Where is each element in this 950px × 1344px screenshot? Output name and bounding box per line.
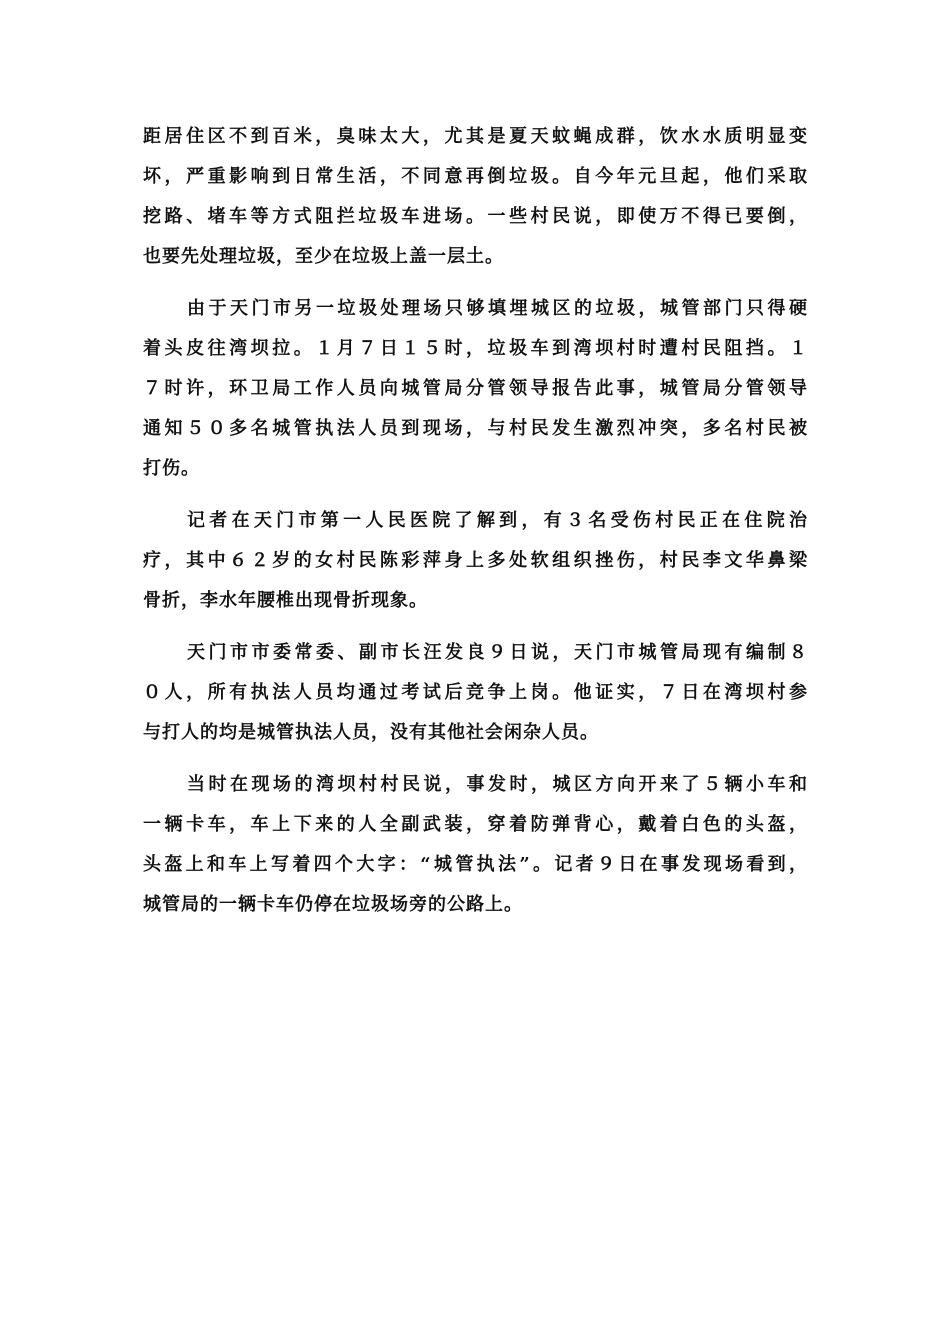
paragraph-2-line-5: 打伤。	[143, 458, 200, 479]
paragraph-1-line-4: 也要先处理垃圾，至少在垃圾上盖一层土。	[143, 246, 504, 267]
paragraph-3	[143, 501, 808, 621]
paragraph-1-line-2: 坏，严重影响到日常生活，不同意再倒垃圾。自今年元旦起，他们采取	[143, 166, 808, 187]
paragraph-2-line-3: ７时许，环卫局工作人员向城管局分管领导报告此事，城管局分管领导	[143, 378, 808, 399]
paragraph-2-line-4: 通知５０多名城管执法人员到现场，与村民发生激烈冲突，多名村民被	[143, 418, 808, 439]
paragraph-5-line-2: 一辆卡车，车上下来的人全副武装，穿着防弹背心，戴着白色的头盔，	[143, 814, 808, 835]
paragraph-3-line-2: 疗，其中６２岁的女村民陈彩萍身上多处软组织挫伤，村民李文华鼻梁	[143, 550, 808, 571]
paragraph-2-line-2: 着头皮往湾坝拉。１月７日１５时，垃圾车到湾坝村时遭村民阻挡。１	[143, 338, 808, 359]
article-body	[143, 117, 808, 925]
paragraph-3-line-3: 骨折，李水年腰椎出现骨折现象。	[143, 590, 428, 611]
paragraph-2	[143, 289, 808, 489]
paragraph-3-line-1: 记者在天门市第一人民医院了解到，有３名受伤村民正在住院治	[187, 510, 808, 531]
paragraph-5	[143, 765, 808, 925]
paragraph-4	[143, 633, 808, 753]
paragraph-5-line-4: 城管局的一辆卡车仍停在垃圾场旁的公路上。	[143, 894, 523, 915]
paragraph-5-line-1: 当时在现场的湾坝村村民说，事发时，城区方向开来了５辆小车和	[187, 774, 808, 795]
paragraph-1	[143, 117, 808, 277]
paragraph-4-line-2: ０人，所有执法人员均通过考试后竞争上岗。他证实，７日在湾坝村参	[143, 682, 808, 703]
paragraph-5-line-3: 头盔上和车上写着四个大字：“城管执法”。记者９日在事发现场看到，	[143, 854, 808, 875]
paragraph-4-line-1: 天门市市委常委、副市长汪发良９日说，天门市城管局现有编制８	[187, 642, 808, 663]
paragraph-4-line-3: 与打人的均是城管执法人员，没有其他社会闲杂人员。	[143, 722, 599, 743]
paragraph-2-line-1: 由于天门市另一垃圾处理场只够填埋城区的垃圾，城管部门只得硬	[187, 298, 808, 319]
paragraph-1-line-3: 挖路、堵车等方式阻拦垃圾车进场。一些村民说，即使万不得已要倒，	[143, 206, 808, 227]
paragraph-1-line-1: 距居住区不到百米，臭味太大，尤其是夏天蚊蝇成群，饮水水质明显变	[143, 126, 808, 147]
